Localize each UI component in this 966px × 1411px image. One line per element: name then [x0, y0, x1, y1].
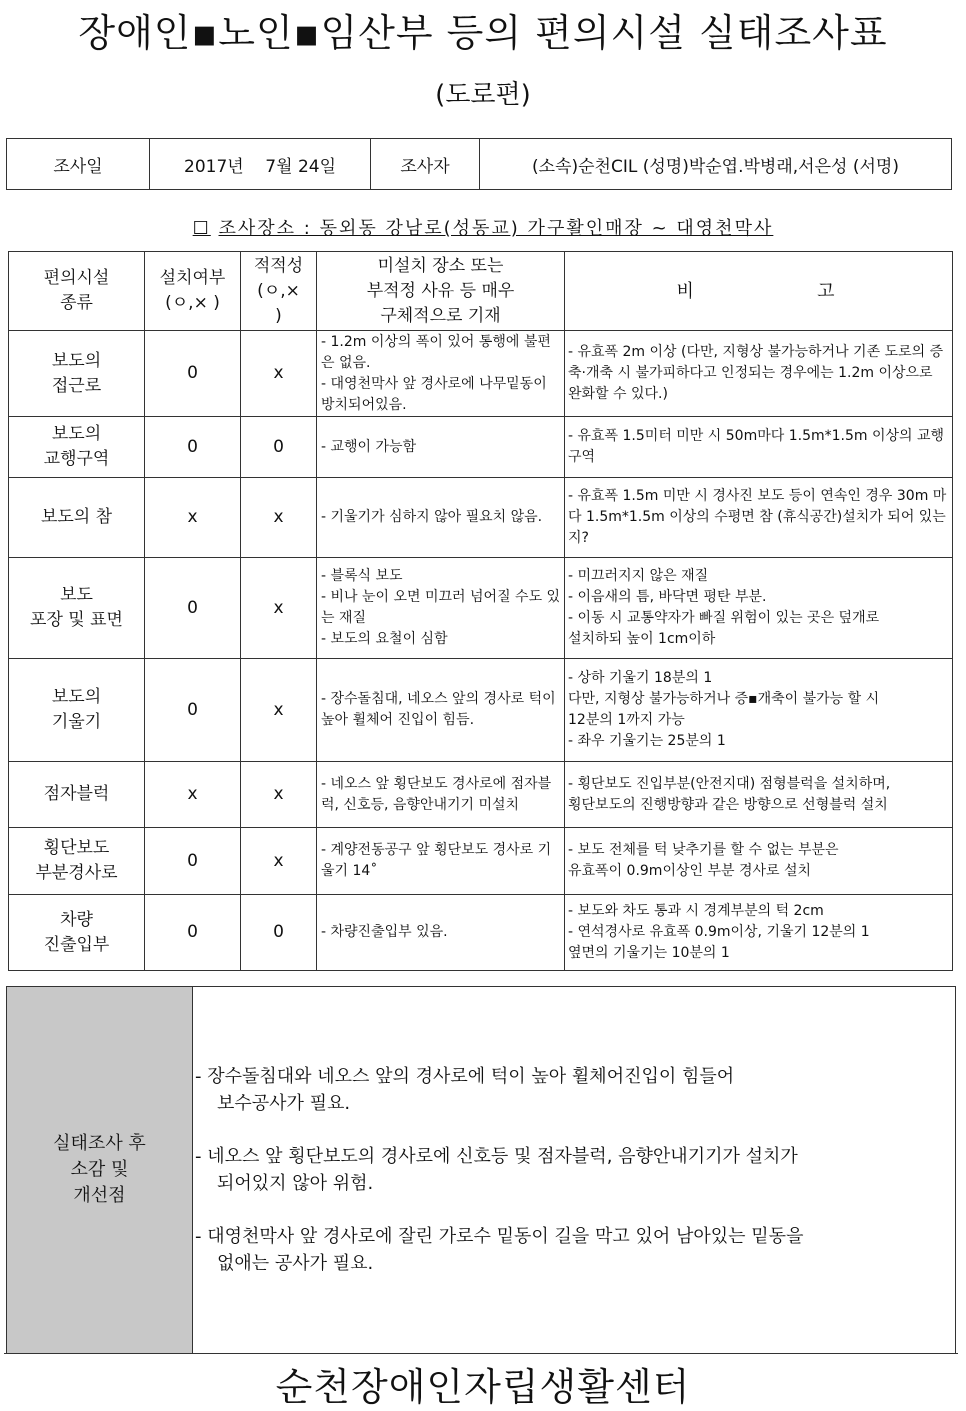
row-remarks: - 보도와 차도 통과 시 경계부분의 턱 2cm - 연석경사로 유효폭 0.9m이상, 기울기 12분의 1 옆면의 기울기는 10분의 1 [565, 895, 953, 971]
row-suitable: 0 [241, 895, 317, 971]
finding-line: - 네오스 앞 횡단보도의 경사로에 신호등 및 점자블럭, 음향안내기기가 설치가 [195, 1146, 798, 1167]
row-remarks: - 보도 전체를 턱 낮추기를 할 수 없는 부분은 유효폭이 0.9m이상인 부분 경사로 설치 [565, 828, 953, 895]
table-row [9, 828, 953, 895]
row-suitable: x [241, 331, 317, 417]
finding-item [195, 1063, 949, 1117]
row-reason: - 차량진출입부 있음. [317, 895, 565, 971]
facility-table [8, 251, 953, 971]
survey-location [0, 214, 966, 240]
row-type: 횡단보도 부분경사로 [9, 828, 145, 895]
row-suitable: x [241, 828, 317, 895]
survey-info-table [6, 138, 952, 190]
header-reason: 미설치 장소 또는 부적정 사유 등 매우 구체적으로 기재 [317, 252, 565, 331]
row-installed: 0 [145, 828, 241, 895]
row-suitable: x [241, 762, 317, 828]
row-reason: - 계양전동공구 앞 횡단보도 경사로 기울기 14˚ [317, 828, 565, 895]
date-label: 조사일 [7, 139, 150, 190]
header-installed: 설치여부 (ㅇ,× ) [145, 252, 241, 331]
finding-line: - 장수돌침대와 네오스 앞의 경사로에 턱이 높아 휠체어진입이 힘들어 [195, 1066, 735, 1087]
finding-line: 되어있지 않아 위험. [217, 1173, 374, 1194]
finding-line: 없애는 공사가 필요. [217, 1253, 374, 1274]
footer-divider [4, 1353, 958, 1354]
row-remarks: - 유효폭 2m 이상 (다만, 지형상 불가능하거나 기존 도로의 증축·개축 시 불가피하다고 인정되는 경우에는 1.2m 이상으로 완화할 수 있다.) [565, 331, 953, 417]
row-type: 보도 포장 및 표면 [9, 558, 145, 659]
row-remarks: - 유효폭 1.5미터 미만 시 50m마다 1.5m*1.5m 이상의 교행구역 [565, 417, 953, 478]
row-type: 보도의 교행구역 [9, 417, 145, 478]
header-suitable: 적적성 (ㅇ,× ) [241, 252, 317, 331]
row-installed: 0 [145, 558, 241, 659]
finding-item [195, 1143, 949, 1197]
row-suitable: x [241, 558, 317, 659]
findings-label: 실태조사 후 소감 및 개선점 [7, 987, 193, 1354]
table-header-row [9, 252, 953, 331]
row-installed: x [145, 478, 241, 558]
row-type: 보도의 접근로 [9, 331, 145, 417]
header-remarks: 비 고 [565, 252, 953, 331]
row-installed: x [145, 762, 241, 828]
organization-name: 순천장애인자립생활센터 [275, 1365, 691, 1409]
table-row [9, 558, 953, 659]
row-type: 보도의 참 [9, 478, 145, 558]
row-installed: 0 [145, 417, 241, 478]
table-row [9, 895, 953, 971]
row-reason: - 교행이 가능함 [317, 417, 565, 478]
finding-item [195, 1223, 949, 1277]
page-title: 장애인▪노인▪임산부 등의 편의시설 실태조사표 [78, 11, 888, 55]
date-value: 2017년 7월 24일 [150, 139, 371, 190]
row-reason: - 블록식 보도 - 비나 눈이 오면 미끄러 넘어질 수도 있는 재질 - 보도의 요철이 심함 [317, 558, 565, 659]
row-remarks: - 미끄러지지 않은 재질 - 이음새의 틈, 바닥면 평탄 부분. - 이동 시 교통약자가 빠질 위험이 있는 곳은 덮개로 설치하되 높이 1cm이하 [565, 558, 953, 659]
row-type: 차량 진출입부 [9, 895, 145, 971]
table-row [9, 478, 953, 558]
finding-line: - 대영천막사 앞 경사로에 잘린 가로수 밑동이 길을 막고 있어 남아있는 밑동을 [195, 1226, 804, 1247]
row-installed: 0 [145, 895, 241, 971]
row-suitable: 0 [241, 417, 317, 478]
row-installed: 0 [145, 331, 241, 417]
row-type: 점자블럭 [9, 762, 145, 828]
row-reason: - 네오스 앞 횡단보도 경사로에 점자블럭, 신호등, 음향안내기기 미설치 [317, 762, 565, 828]
table-row [9, 417, 953, 478]
row-installed: 0 [145, 659, 241, 762]
header-type: 편의시설 종류 [9, 252, 145, 331]
findings-body [193, 987, 956, 1354]
table-row [9, 762, 953, 828]
findings-table [6, 986, 956, 1354]
row-suitable: x [241, 478, 317, 558]
row-remarks: - 상하 기울기 18분의 1 다만, 지형상 불가능하거나 증▪개축이 불가능 할 시 12분의 1까지 가능 - 좌우 기울기는 25분의 1 [565, 659, 953, 762]
table-row [9, 659, 953, 762]
page-subtitle: (도로편) [435, 80, 531, 110]
surveyor-label: 조사자 [371, 139, 480, 190]
row-reason: - 장수돌침대, 네오스 앞의 경사로 턱이 높아 휠체어 진입이 힘듬. [317, 659, 565, 762]
location-text: 조사장소 : 동외동 강남로(성동교) 가구활인매장 ~ 대영천막사 [218, 218, 774, 239]
row-reason: - 기울기가 심하지 않아 필요치 않음. [317, 478, 565, 558]
finding-line: 보수공사가 필요. [217, 1093, 351, 1114]
row-suitable: x [241, 659, 317, 762]
surveyor-value: (소속)순천CIL (성명)박순엽.박병래,서은성 (서명) [480, 139, 952, 190]
row-type: 보도의 기울기 [9, 659, 145, 762]
row-reason: - 1.2m 이상의 폭이 있어 통행에 불편은 없음. - 대영천막사 앞 경사로에 나무밑동이 방치되어있음. [317, 331, 565, 417]
checkbox-icon: ☐ [192, 218, 211, 239]
row-remarks: - 유효폭 1.5m 미만 시 경사진 보도 등이 연속인 경우 30m 마다 1.5m*1.5m 이상의 수평면 참 (휴식공간)설치가 되어 있는지? [565, 478, 953, 558]
row-remarks: - 횡단보도 진입부분(안전지대) 점형블럭을 설치하며, 횡단보도의 진행방향과 같은 방향으로 선형블럭 설치 [565, 762, 953, 828]
table-row [9, 331, 953, 417]
